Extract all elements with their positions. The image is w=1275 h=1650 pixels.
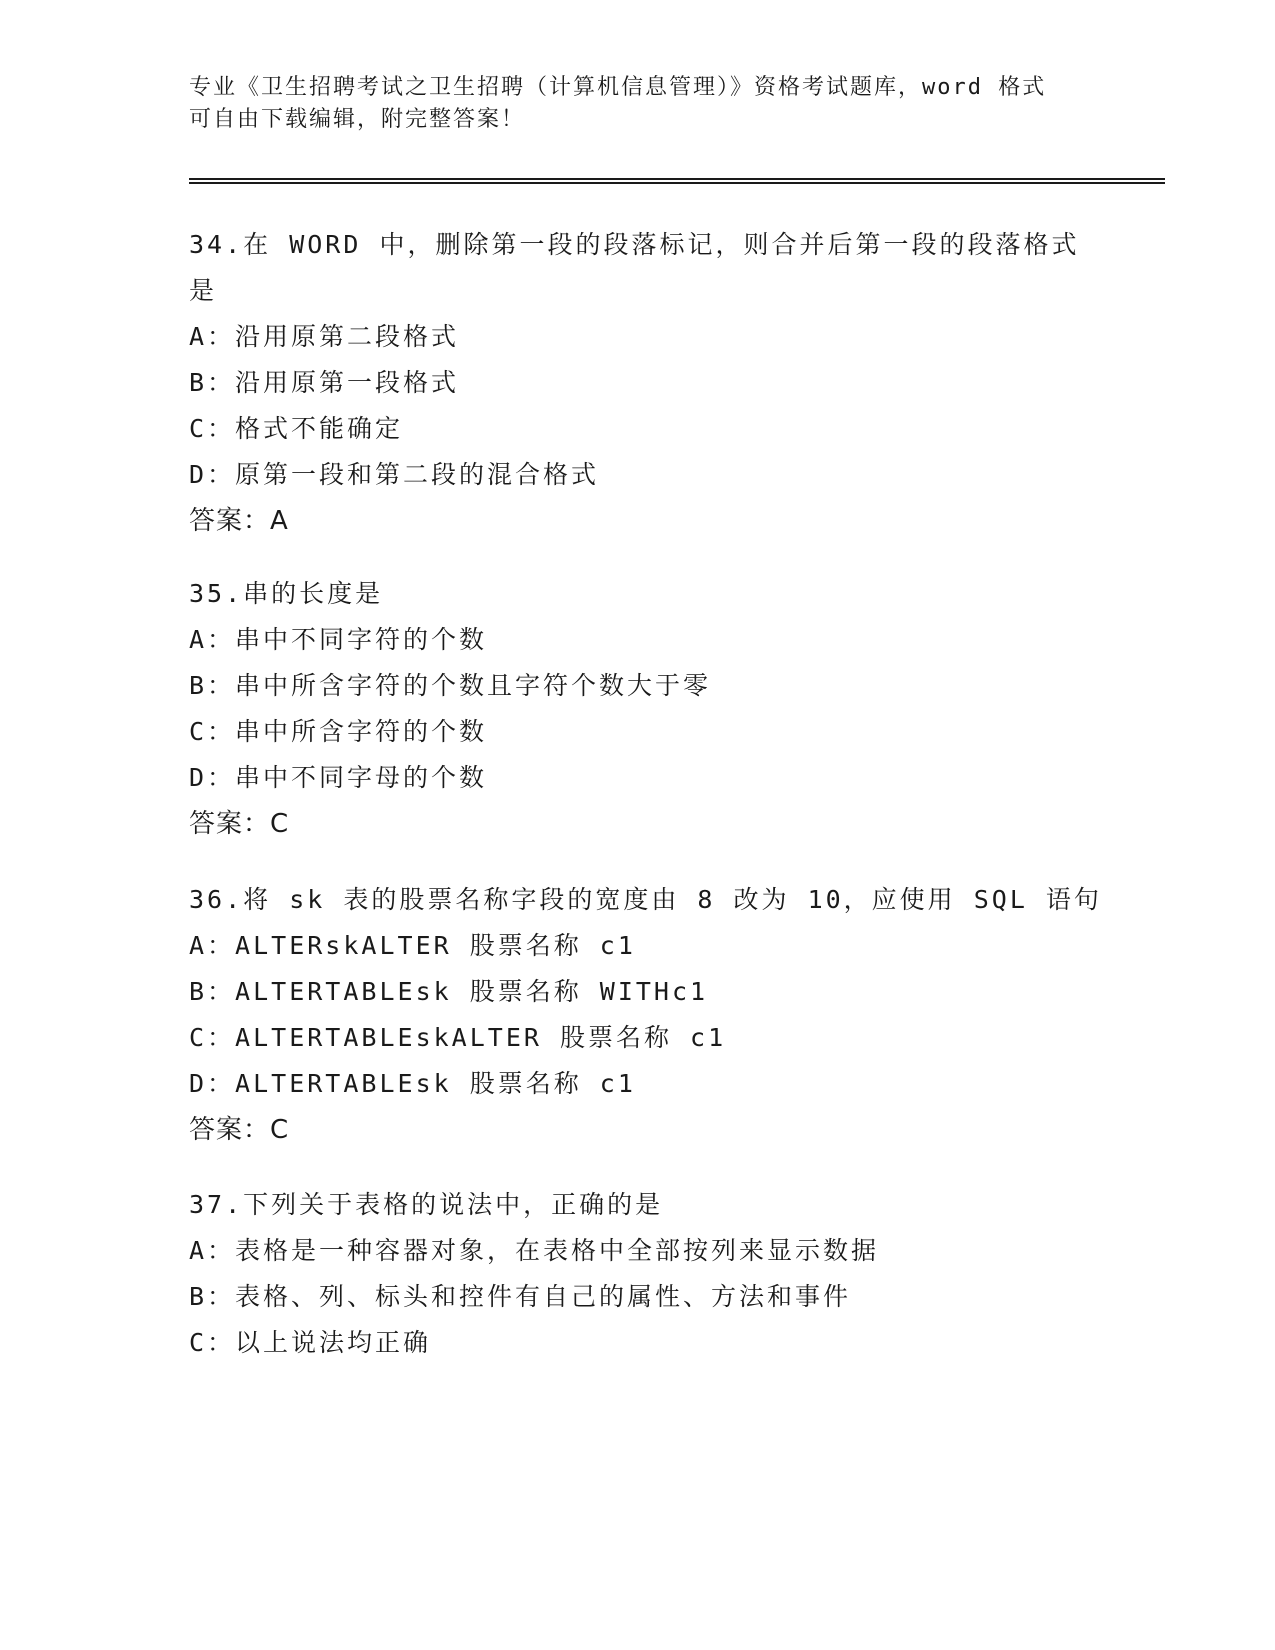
header-double-rule: [189, 178, 1165, 184]
option-a: A：ALTERskALTER 股票名称 c1: [189, 931, 636, 960]
option-a: A：表格是一种容器对象，在表格中全部按列来显示数据: [189, 1236, 880, 1265]
question-34: [189, 222, 1109, 544]
question-stem: 37.下列关于表格的说法中，正确的是: [189, 1190, 664, 1219]
answer: 答案：C: [189, 809, 290, 839]
option-c: C：ALTERTABLEskALTER 股票名称 c1: [189, 1023, 727, 1052]
option-a: A：沿用原第二段格式: [189, 322, 460, 351]
option-d: D：原第一段和第二段的混合格式: [189, 460, 600, 489]
header-line-1: 专业《卫生招聘考试之卫生招聘（计算机信息管理）》资格考试题库，word 格式: [189, 75, 1047, 100]
header-line-2: 可自由下载编辑，附完整答案！: [189, 107, 526, 132]
option-c: C：串中所含字符的个数: [189, 717, 488, 746]
answer: 答案：C: [189, 1115, 290, 1145]
answer: 答案：A: [189, 506, 289, 536]
question-stem-continued: 是: [189, 276, 218, 305]
question-stem: 36.将 sk 表的股票名称字段的宽度由 8 改为 10，应使用 SQL 语句: [189, 885, 1102, 914]
option-a: A：串中不同字符的个数: [189, 625, 488, 654]
question-stem: 35.串的长度是: [189, 579, 384, 608]
document-header: [189, 72, 1089, 136]
option-d: D：串中不同字母的个数: [189, 763, 488, 792]
option-b: B：串中所含字符的个数且字符个数大于零: [189, 671, 712, 700]
option-c: C：格式不能确定: [189, 414, 404, 443]
question-stem: 34.在 WORD 中，删除第一段的段落标记，则合并后第一段的段落格式: [189, 230, 1080, 259]
option-c: C：以上说法均正确: [189, 1328, 432, 1357]
option-b: B：ALTERTABLEsk 股票名称 WITHc1: [189, 977, 709, 1006]
option-d: D：ALTERTABLEsk 股票名称 c1: [189, 1069, 636, 1098]
question-36: [189, 877, 1109, 1153]
question-37: [189, 1182, 1109, 1366]
option-b: B：沿用原第一段格式: [189, 368, 460, 397]
option-b: B：表格、列、标头和控件有自己的属性、方法和事件: [189, 1282, 852, 1311]
question-35: [189, 571, 1109, 847]
